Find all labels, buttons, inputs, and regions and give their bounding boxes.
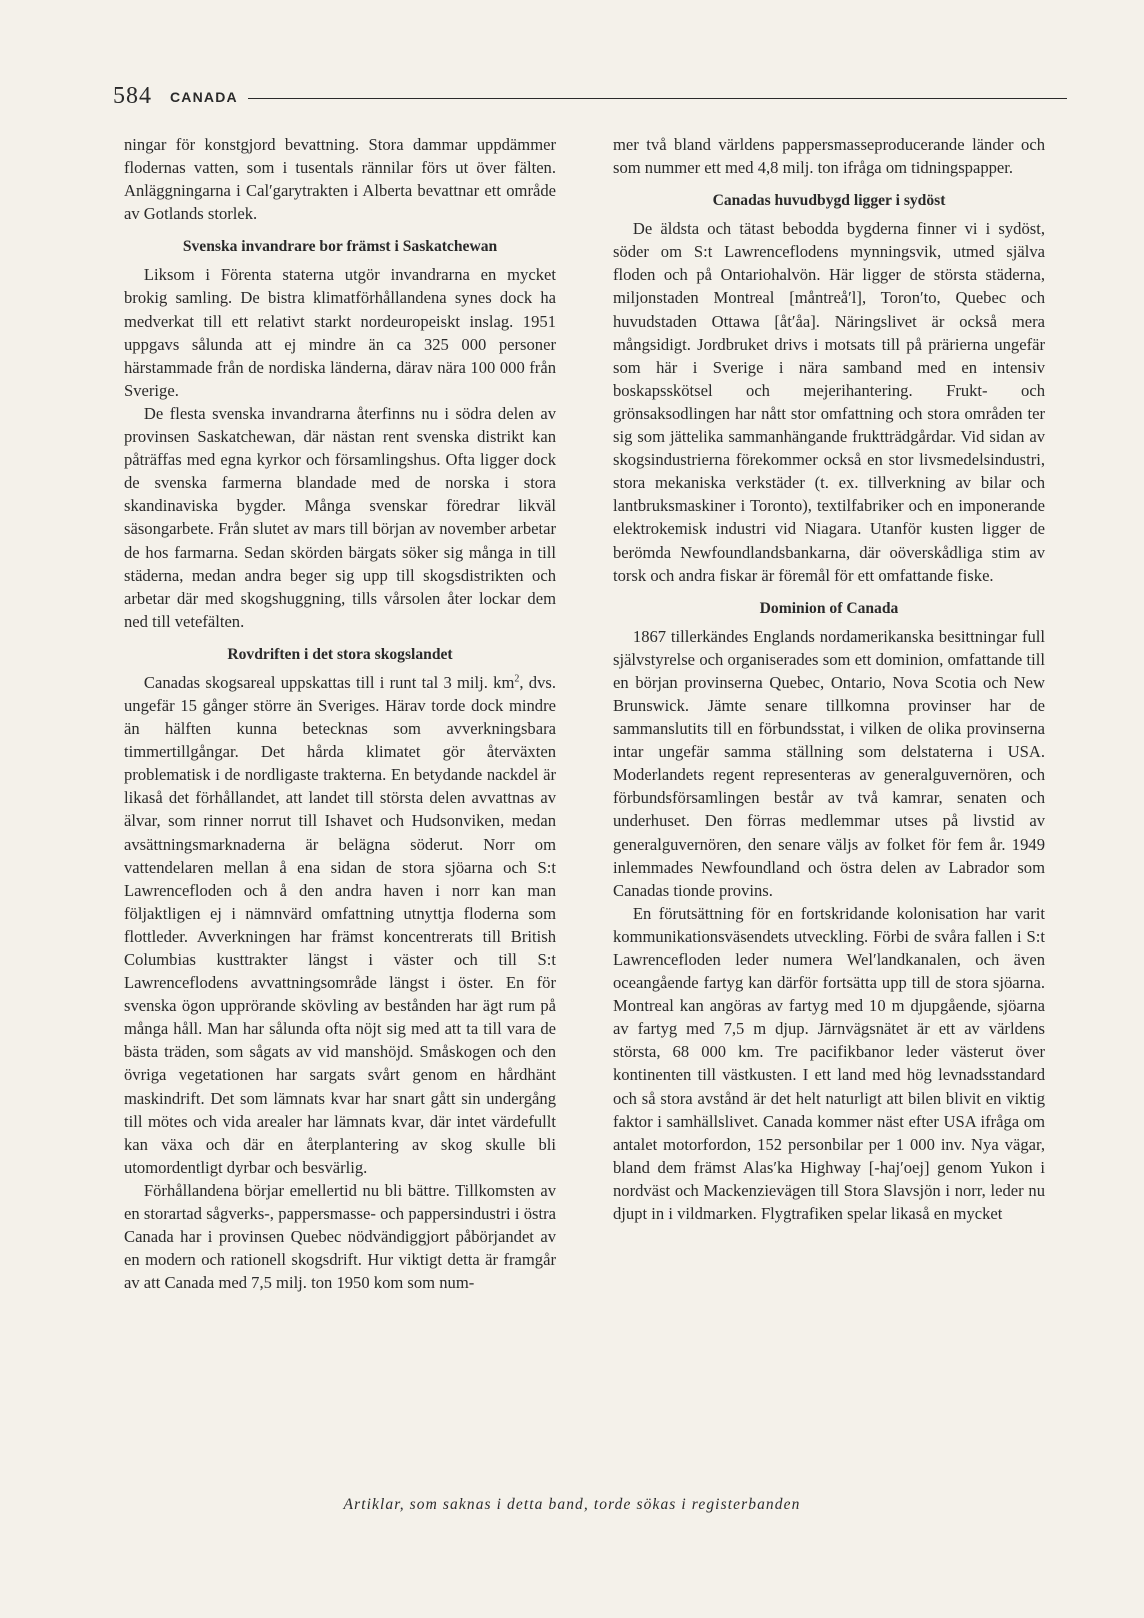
section-heading: Svenska invandrare bor främst i Saskatchewan: [182, 238, 498, 256]
paragraph: [124, 671, 556, 1179]
paragraph: mer två bland världens pappersmasseproducerande länder och som nummer ett med 4,8 milj. ton ifråga om tidningspapper.: [613, 135, 1045, 178]
footer-note: Artiklar, som saknas i detta band, torde sökas i registerbanden: [343, 1496, 801, 1513]
left-column: [124, 133, 556, 1294]
page-number: 584: [113, 83, 152, 109]
header-rule: [248, 98, 1067, 99]
paragraph: 1867 tillerkändes Englands nordamerikanska besittningar full självstyrelse och organiserades som ett dominion, omfattande till en början provinserna Quebec, Ontario, Nova Scotia och New Brunswick. Jämte senare tillkomna provinser har de sammanslutits till en förbundsstat, i vilken de olika provinserna intar ungefär samma ställning som delstaterna i USA. Moderlandets regent representeras av generalguvernören, och förbundsförsamlingen består av två kamrar, senaten och underhuset. Den förras medlemmar utses på livstid av generalguvernören, den senare väljs av folket för fem år. 1949 inlemmades Newfoundland och östra delen av Labrador som Canadas tionde provins.: [613, 626, 1045, 900]
paragraph: ningar för konstgjord bevattning. Stora dammar uppdämmer flodernas vatten, som i tusentals rännilar förs ut över fälten. Anläggningarna i Cal′garytrakten i Alberta bevattnar ett område av Gotlands storlek.: [124, 135, 556, 224]
paragraph: Liksom i Förenta staterna utgör invandrarna en mycket brokig samling. De bistra klimatförhållandena synes dock ha medverkat till ett relativt starkt nordeuropeiskt inslag. 1951 uppgavs sålunda att ej mindre än ca 325 000 personer härstammade från de nordiska länderna, därav nära 100 000 från Sverige.: [124, 265, 556, 400]
paragraph: De äldsta och tätast bebodda bygderna finner vi i sydöst, söder om S:t Lawrenceflodens mynningsvik, utmed själva floden och på Ontariohalvön. Här ligger de största städerna, miljonstaden Montreal [måntreå′l], Toron′to, Quebec och huvudstaden Ottawa [åt′åa]. Näringslivet är också mera mångsidigt. Jordbruket drivs i motsats till på prärierna ungefär som här i Sverige i nära samband med en intensiv boskapsskötsel och mejerihantering. Frukt- och grönsaksodlingen har nått stor omfattning och stora områden ter sig som jättelika sammanhängande fruktträdgårdar. Vid sidan av skogsindustrierna förekommer också en stor livsmedelsindustri, stora mekaniska verkstäder (t. ex. tillverkning av bilar och lantbruksmaskiner i Toronto), textilfabriker och en imponerande elektrokemisk industri vid Niagara. Utanför kusten ligger de berömda Newfoundlandsbankarna, där oöverskådliga stim av torsk och andra fiskar är föremål för ett omfattande fiske.: [613, 219, 1045, 585]
right-column: [613, 133, 1045, 1225]
section-heading: Dominion of Canada: [759, 599, 899, 617]
section-heading: Canadas huvudbygd ligger i sydöst: [712, 192, 946, 210]
superscript: 2: [514, 673, 520, 685]
paragraph: Förhållandena börjar emellertid nu bli bättre. Tillkomsten av en storartad sågverks-, pappersmasse- och pappersindustri i östra Canada har i provinsen Quebec nödvändiggjort påbörjandet av en modern och rationell skogsdrift. Hur viktigt detta är framgår av att Canada med 7,5 milj. ton 1950 kom som num-: [124, 1180, 556, 1293]
running-head: CANADA: [170, 89, 238, 105]
page-header: [113, 78, 1067, 108]
paragraph-text: Canadas skogsareal uppskattas till i runt tal 3 milj. km: [143, 672, 515, 692]
section-heading: Rovdriften i det stora skogslandet: [227, 645, 453, 663]
paragraph: De flesta svenska invandrarna återfinns nu i södra delen av provinsen Saskatchewan, där nästan rent svenska distrikt kan påträffas med egna kyrkor och församlingshus. Ofta ligger dock de svenska farmerna blandade med de norska i stora skandinaviska bygder. Många svenskar föredrar likväl säsongarbete. Från slutet av mars till början av november arbetar de hos farmarna. Sedan skörden bärgats söker sig många in till städerna, medan andra beger sig upp till skogsdistrikten och arbetar där med skogshuggning, tills vårsolen åter lockar dem ned till vetefälten.: [124, 403, 556, 631]
paragraph: En förutsättning för en fortskridande kolonisation har varit kommunikationsväsendets utveckling. Förbi de svåra fallen i S:t Lawrencefloden leder numera Wel′landkanalen, och även oceangående fartyg kan därför fortsätta upp till de stora sjöarna. Montreal kan angöras av fartyg med 10 m djupgående, sjöarna av fartyg med 7,5 m djup. Järnvägsnätet är ett av världens största, 68 000 km. Tre pacifikbanor leder västerut över kontinenten till västkusten. I ett land med hög levnadsstandard och så stora avstånd är det helt naturligt att bilen blivit en viktig faktor i samhällslivet. Canada kommer näst efter USA ifråga om antalet motorfordon, 152 personbilar per 1 000 inv. Nya vägar, bland dem främst Alas′ka Highway [-haj′oej] genom Yukon i nordväst och Mackenzievägen till Stora Slavsjön i norr, leder nu djupt in i vildmarken. Flygtrafiken spelar likaså en mycket: [613, 903, 1045, 1224]
paragraph-text: , dvs. ungefär 15 gånger större än Sveriges. Härav torde dock mindre än hälften kunna betecknas som avverkningsbara timmertillgångar. Det hårda klimatet gör återväxten problematisk i de nordligaste trakterna. En betydande nackdel är likaså det förhållandet, att landet till största delen avvattnas av älvar, som rinner norrut till Ishavet och Hudsonviken, medan avsättningsmarknaderna är belägna söderut. Norr om vattendelaren mellan å ena sidan de stora sjöarna och S:t Lawrencefloden och å den andra haven i norr kan man följaktligen ej i nämnvärd omfattning utnyttja floderna som flottleder. Avverkningen har främst koncentrerats till British Columbias kusttrakter längst i väster och till S:t Lawrenceflodens avvattningsområde längst i öster. En för svenska ögon upprörande skövling av bestånden har ägt rum på många håll. Man har sålunda ofta nöjt sig med att ta till vara de bästa träden, som sågats av vid manshöjd. Småskogen och den övriga vegetationen har sargats svårt genom en hårdhänt maskindrift. Det som lämnats kvar har snart gått sin undergång till mötes och vida arealer har lämnats kvar, där intet värdefullt kan växa och där en återplantering av skog skulle bli utomordentligt dyrbar och besvärlig.: [124, 672, 556, 1177]
